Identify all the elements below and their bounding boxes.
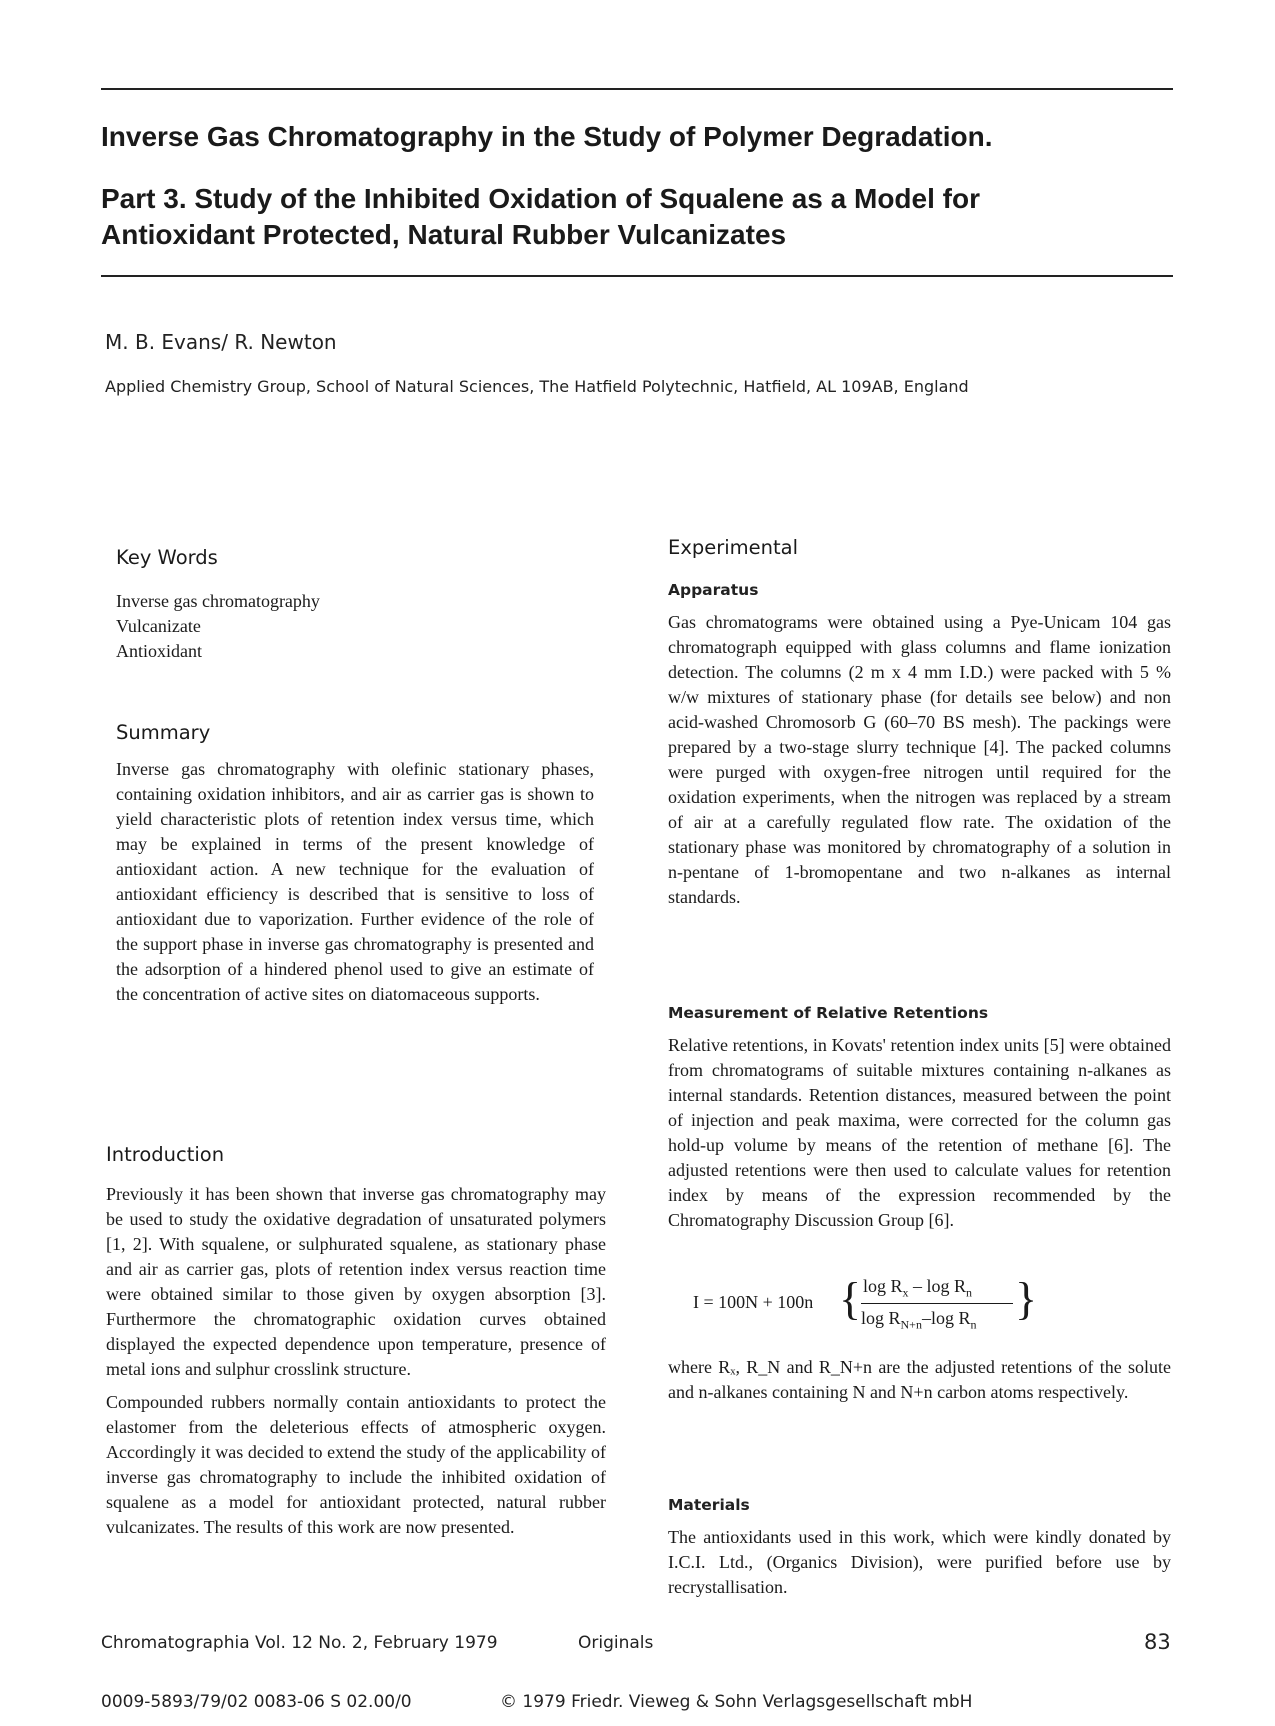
- intro-paragraph-1: Previously it has been shown that inverse gas chromatography may be used to study the oxidative degradation of unsaturated polymers [1, 2]. With squalene, or sulphurated squalene, as stationary phase and air as carrier gas, plots of retention index versus reaction time were obtained similar to those given by oxygen absorption [3]. Furthermore the chromatographic oxidation curves obtained displayed the expected dependence upon temperature, presence of metal ions and sulphur crosslink structure.: [106, 1184, 606, 1379]
- denominator-sub-b: n: [970, 1317, 977, 1332]
- denominator-sub-a: N+n: [900, 1317, 922, 1332]
- affiliation: Applied Chemistry Group, School of Natural Sciences, The Hatfield Polytechnic, Hatfield, AL 109AB, England: [105, 377, 969, 396]
- article-code: 0009-5893/79/02 0083-06 S 02.00/0: [101, 1692, 412, 1712]
- summary-paragraph: Inverse gas chromatography with olefinic stationary phases, containing oxidation inhibitors, and air as carrier gas is shown to yield characteristic plots of retention index versus time, which may be explained in terms of the present knowledge of antioxidant action. A new technique for the evaluation of antioxidant efficiency is described that is sensitive to loss of antioxidant due to vaporization. Further evidence of the role of the support phase in inverse gas chromatography is presented and the adsorption of a hindered phenol used to give an estimate of the concentration of active sites on diatomaceous supports.: [116, 759, 594, 1004]
- where-text: [668, 1355, 1171, 1405]
- measurement-text: [668, 1033, 1171, 1233]
- materials-paragraph: The antioxidants used in this work, which were kindly donated by I.C.I. Ltd., (Organics Division), were purified before use by recrystallisation.: [668, 1527, 1171, 1597]
- apparatus-heading: Apparatus: [668, 581, 759, 599]
- numerator-term-a: log R: [863, 1276, 903, 1296]
- retention-index-formula: [693, 1272, 1153, 1336]
- top-rule: [101, 88, 1173, 90]
- section-label: Originals: [578, 1633, 654, 1653]
- summary-text: [116, 757, 594, 1007]
- materials-text: [668, 1525, 1171, 1600]
- formula-numerator: [863, 1276, 972, 1301]
- where-paragraph: where Rₓ, R_N and R_N+n are the adjusted retentions of the solute and n-alkanes containing N and N+n carbon atoms respectively.: [668, 1357, 1171, 1402]
- page-number: 83: [1144, 1630, 1171, 1654]
- copyright: © 1979 Friedr. Vieweg & Sohn Verlagsgesellschaft mbH: [500, 1692, 973, 1712]
- keyword-item: Inverse gas chromatography: [116, 591, 320, 611]
- apparatus-text: [668, 610, 1171, 910]
- journal-citation: Chromatographia Vol. 12 No. 2, February 1979: [101, 1633, 498, 1653]
- title-line-2: Part 3. Study of the Inhibited Oxidation of Squalene as a Model for: [101, 183, 980, 214]
- denominator-term-b: –log R: [921, 1308, 971, 1328]
- formula-denominator: [861, 1308, 976, 1333]
- summary-heading: Summary: [116, 721, 211, 744]
- formula-brace-close: }: [1015, 1273, 1038, 1324]
- title-line-3: Antioxidant Protected, Natural Rubber Vulcanizates: [101, 219, 787, 250]
- measurement-heading: Measurement of Relative Retentions: [668, 1004, 989, 1022]
- numerator-sub-a: x: [902, 1285, 909, 1300]
- keyword-item: Vulcanizate: [116, 616, 201, 636]
- fraction-bar: [861, 1303, 1013, 1304]
- title-line-1: Inverse Gas Chromatography in the Study of Polymer Degradation.: [101, 121, 993, 152]
- keywords-list: [116, 589, 320, 664]
- title-bottom-rule: [101, 275, 1173, 277]
- keyword-item: Antioxidant: [116, 641, 202, 661]
- keywords-heading: Key Words: [116, 546, 218, 569]
- materials-heading: Materials: [668, 1496, 750, 1514]
- apparatus-paragraph: Gas chromatograms were obtained using a Pye-Unicam 104 gas chromatograph equipped with glass columns and flame ionization detection. The columns (2 m x 4 mm I.D.) were packed with 5 % w/w mixtures of stationary phase (for details see below) and non acid-washed Chromosorb G (60–70 BS mesh). The packings were prepared by a two-stage slurry technique [4]. The packed columns were purged with oxygen-free nitrogen until required for the oxidation experiments, when the nitrogen was replaced by a stream of air at a carefully regulated flow rate. The oxidation of the stationary phase was monitored by chromatography of a solution in n-pentane of 1-bromopentane and two n-alkanes as internal standards.: [668, 612, 1171, 907]
- introduction-text: [106, 1182, 606, 1540]
- denominator-term-a: log R: [861, 1308, 901, 1328]
- numerator-sub-b: n: [966, 1285, 973, 1300]
- measurement-paragraph: Relative retentions, in Kovats' retention index units [5] were obtained from chromatograms of suitable mixtures containing n-alkanes as internal standards. Retention distances, measured between the point of injection and peak maxima, were corrected for the column gas hold-up volume by means of the retention of methane [6]. The adjusted retentions were then used to calculate values for retention index by means of the expression recommended by the Chromatography Discussion Group [6].: [668, 1035, 1171, 1230]
- formula-brace-open: {: [839, 1273, 862, 1324]
- intro-paragraph-2: Compounded rubbers normally contain antioxidants to protect the elastomer from the deleterious effects of atmospheric oxygen. Accordingly it was decided to extend the study of the applicability of inverse gas chromatography to include the inhibited oxidation of squalene as a model for antioxidant protected, natural rubber vulcanizates. The results of this work are now presented.: [106, 1392, 606, 1537]
- numerator-term-b: – log R: [913, 1276, 967, 1296]
- experimental-heading: Experimental: [668, 536, 799, 559]
- introduction-heading: Introduction: [106, 1143, 225, 1166]
- formula-lhs: I = 100N + 100n: [693, 1292, 814, 1312]
- authors: M. B. Evans/ R. Newton: [105, 330, 337, 354]
